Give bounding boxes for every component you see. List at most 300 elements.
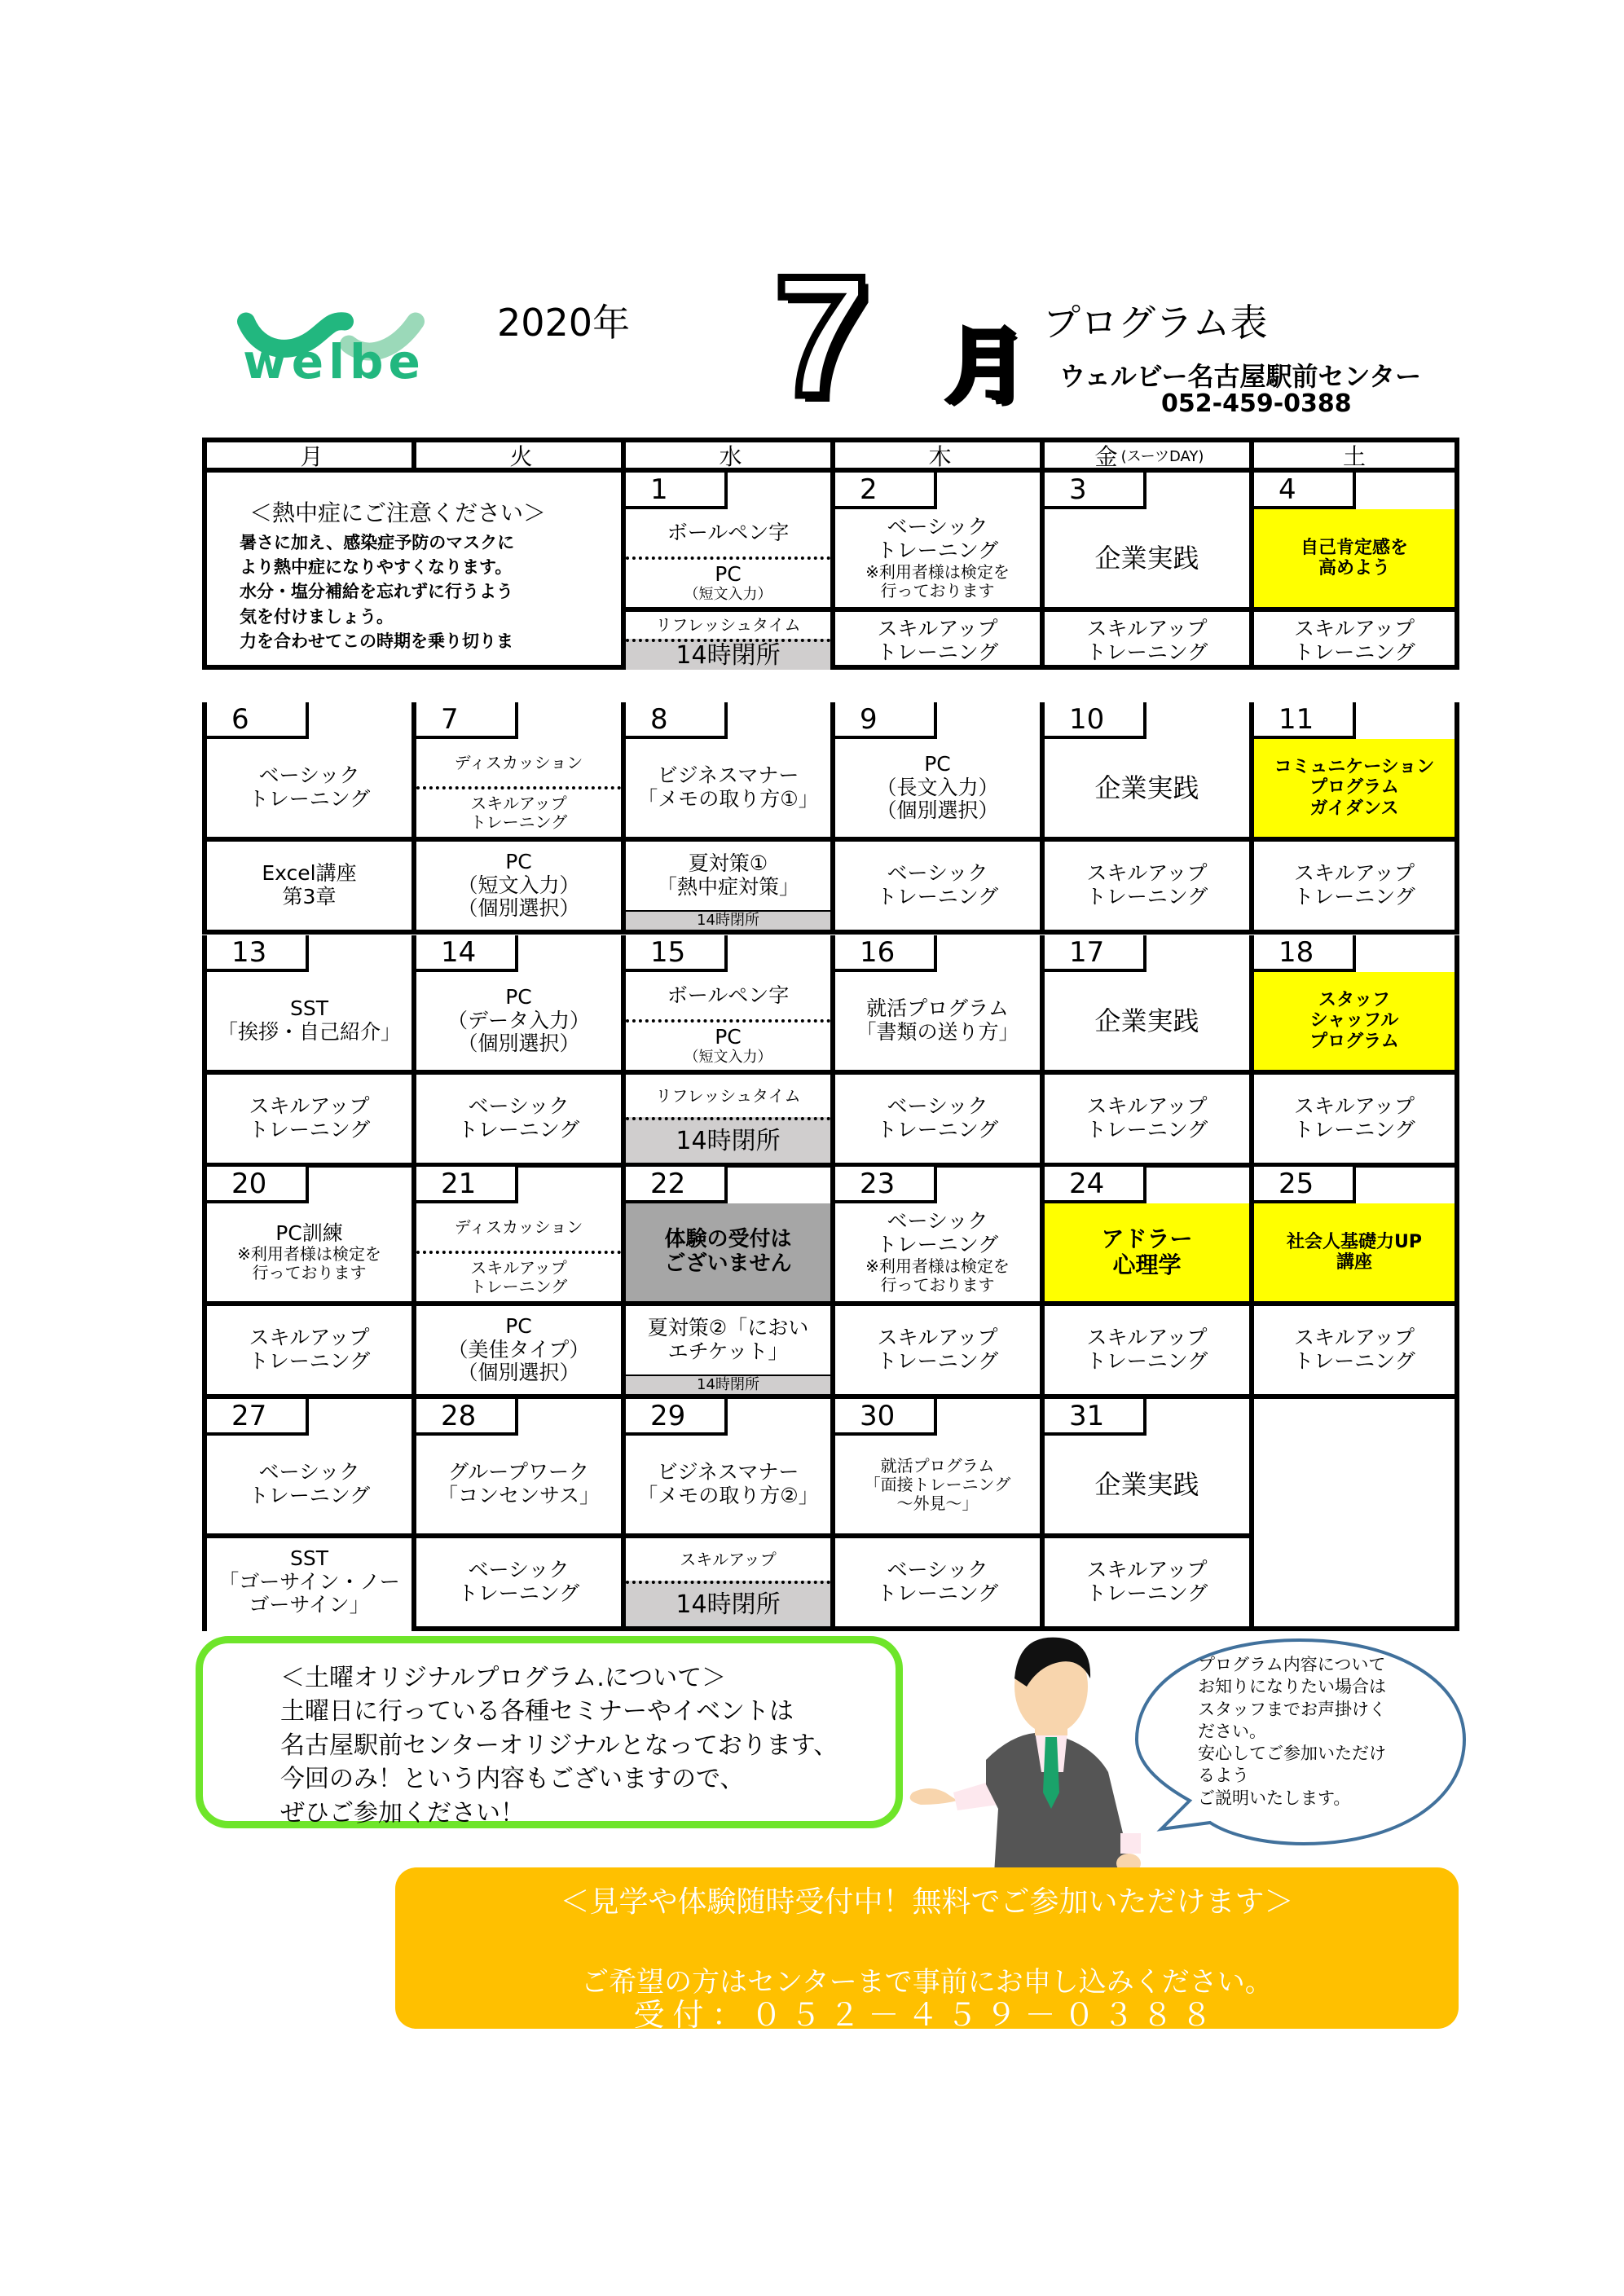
top-line: 「書類の送り方」 [856, 1020, 1019, 1044]
day-cell [621, 1167, 830, 1399]
afternoon-program [416, 837, 621, 930]
closing-time-notice [626, 639, 830, 671]
date-number: 21 [416, 1167, 518, 1203]
bottom-line: ベーシック [887, 1094, 988, 1119]
top-line: アドラー [1101, 1225, 1193, 1252]
closing-time-notice [626, 910, 830, 930]
afternoon-program [835, 1533, 1040, 1626]
top-line: トレーニング [876, 539, 999, 562]
afternoon-program [626, 607, 830, 670]
center-name: ウェルビー名古屋駅前センター [1059, 361, 1422, 392]
afternoon-program [1045, 1301, 1249, 1394]
bottom-line: トレーニング [1085, 640, 1208, 664]
top-line: 心理学 [1112, 1251, 1182, 1278]
bottom-line: 14時閉所 [676, 640, 781, 670]
bottom-line: スキルアップ [1293, 1094, 1415, 1119]
day-cell [1249, 935, 1459, 1168]
top-line: （個別選択） [457, 1031, 580, 1056]
top-line: ※利用者様は検定を [237, 1244, 381, 1265]
session-b [416, 1251, 621, 1301]
notice-line: 力を合わせてこの時期を乗り切りま [240, 631, 513, 652]
week-row [202, 935, 1459, 1168]
top-line: 行っております [252, 1263, 367, 1283]
split-session [416, 739, 621, 837]
banner-phone: 受付：０５２－４５９－０３８８ [633, 1997, 1221, 2033]
bottom-line: スキルアップ [1086, 1326, 1208, 1350]
session-b [626, 1019, 830, 1070]
date-number: 30 [835, 1399, 937, 1436]
afternoon-program [207, 1533, 412, 1626]
bottom-line: トレーニング [1293, 885, 1415, 908]
afternoon-program [626, 837, 830, 930]
bottom-line: スキルアップ [249, 1326, 370, 1350]
top-line: ディスカッション [454, 752, 583, 772]
day-cell [830, 1399, 1040, 1631]
afternoon-program [835, 837, 1040, 930]
year-label: 2020年 [497, 301, 631, 345]
day-cell [1040, 702, 1249, 935]
afternoon-program [1254, 607, 1455, 670]
day-cell [1040, 1167, 1249, 1399]
morning-program [1254, 1203, 1455, 1301]
session-a [416, 739, 621, 786]
top-line: プログラム [1309, 777, 1399, 798]
top-line: トレーニング [469, 1277, 568, 1296]
top-line: SST [289, 996, 328, 1021]
sat-box-line: ぜひご参加ください！ [280, 1798, 525, 1828]
day-cell [1249, 1167, 1459, 1399]
top-line: 自己肯定感を [1300, 537, 1408, 558]
day-cell [621, 473, 830, 670]
bottom-line: トレーニング [1085, 1349, 1208, 1373]
date-number: 29 [626, 1399, 728, 1436]
morning-program [1045, 739, 1249, 837]
top-line: スタッフ [1318, 990, 1390, 1011]
logo-text: welbe [243, 334, 425, 389]
afternoon-program [1045, 1070, 1249, 1163]
top-line: トレーニング [876, 1233, 999, 1256]
morning-program [1254, 739, 1455, 837]
afternoon-program [416, 1533, 621, 1626]
day-cell [830, 1167, 1040, 1399]
date-number: 27 [207, 1399, 309, 1436]
top-line: トレーニング [248, 787, 371, 811]
bottom-line: 第3章 [282, 885, 337, 908]
top-line: トレーニング [469, 812, 568, 832]
top-line: 企業実践 [1094, 542, 1199, 574]
afternoon-program [1254, 1070, 1455, 1163]
weekday-label: 水 [719, 442, 742, 470]
day-cell [621, 702, 830, 935]
bottom-line: トレーニング [457, 1118, 580, 1141]
top-line: ベーシック [258, 763, 360, 788]
sat-box-line: 土曜日に行っている各種セミナーやイベントは [280, 1697, 794, 1726]
top-line: 企業実践 [1094, 772, 1199, 803]
top-line: PC [505, 984, 532, 1009]
morning-program [835, 739, 1040, 837]
bottom-line: トレーニング [876, 1581, 999, 1605]
weekday-header-0 [202, 438, 416, 473]
top-line: （短文入力） [684, 1049, 772, 1067]
top-line: 就活プログラム [880, 1455, 995, 1476]
bubble-line: スタッフまでお声掛けく [1198, 1699, 1386, 1719]
morning-program [626, 972, 830, 1070]
top-line: PC [715, 1025, 742, 1049]
bubble-line: 安心してご参加いただけ [1198, 1744, 1386, 1764]
date-number: 20 [207, 1167, 309, 1203]
bottom-line: スキルアップ [1293, 616, 1415, 640]
day-cell [202, 935, 412, 1168]
date-number: 1 [626, 473, 728, 509]
bottom-line: トレーニング [1293, 640, 1415, 664]
afternoon-program [626, 1301, 830, 1394]
top-line: ～外見～」 [896, 1493, 979, 1513]
bottom-line: トレーニング [876, 640, 999, 664]
bottom-line: （短文入力） [457, 873, 580, 897]
day-cell [202, 1167, 412, 1399]
day-cell [1040, 473, 1249, 670]
morning-program [1045, 1436, 1249, 1533]
bottom-line: リフレッシュタイム [655, 1085, 801, 1106]
top-line: ディスカッション [454, 1216, 583, 1237]
morning-program [416, 972, 621, 1070]
morning-program [835, 972, 1040, 1070]
bottom-line: ゴーサイン」 [249, 1593, 370, 1617]
top-line: ※利用者様は検定を [865, 1256, 1010, 1276]
top-line: ※利用者様は検定を [865, 561, 1010, 582]
weekday-label: 火 [509, 442, 533, 470]
bottom-line: Excel講座 [262, 861, 357, 886]
staff-person-illustration-icon [896, 1630, 1157, 1874]
date-number: 4 [1254, 473, 1356, 509]
top-line: 「挨拶・自己紹介」 [217, 1020, 401, 1044]
banner-instruction: ご希望の方はセンターまで事前にお申し込みください。 [581, 1966, 1273, 1999]
center-phone: 052-459-0388 [1161, 389, 1352, 418]
top-line: ベーシック [887, 1209, 988, 1234]
day-cell [412, 702, 621, 935]
bottom-line: ベーシック [887, 861, 988, 886]
notice-line: より熱中症になりやすくなります。 [240, 557, 513, 578]
day-cell [1249, 473, 1459, 670]
bubble-line: プログラム内容について [1198, 1655, 1386, 1674]
visit-trial-banner [395, 1867, 1459, 2033]
bottom-line: トレーニング [1085, 1118, 1208, 1141]
morning-program [1045, 972, 1249, 1070]
top-line: 行っております [880, 580, 995, 600]
split-session [626, 842, 830, 930]
banner-headline: ＜見学や体験随時受付中！無料でご参加いただけます＞ [560, 1885, 1294, 1919]
weekday-label: 金 [1094, 442, 1118, 470]
afternoon-program [835, 1301, 1040, 1394]
morning-program [626, 739, 830, 837]
afternoon-program [1045, 607, 1249, 670]
sat-box-line: 今回のみ！という内容もございますので、 [280, 1765, 745, 1794]
top-line: ベーシック [258, 1460, 360, 1484]
month-number: 7 [774, 240, 869, 432]
session-b [626, 556, 830, 607]
bottom-line: 夏対策②「におい [647, 1316, 809, 1340]
bottom-line: （個別選択） [457, 896, 580, 921]
bottom-line: スキルアップ [877, 616, 998, 640]
top-line: ビジネスマナー [657, 1460, 799, 1484]
weekday-note: (スーツDAY) [1120, 447, 1204, 465]
month-kanji: 月 [945, 319, 1027, 414]
notice-title: ＜熱中症にご注意ください＞ [249, 499, 547, 526]
day-cell [830, 702, 1040, 935]
bottom-line: スキルアップ [1086, 616, 1208, 640]
morning-program [626, 1436, 830, 1533]
top-line: （データ入力） [447, 1008, 590, 1032]
top-line: ビジネスマナー [657, 763, 799, 788]
top-line: スキルアップ [470, 1258, 567, 1278]
top-line: 高めよう [1318, 558, 1390, 578]
split-session [626, 1306, 830, 1394]
date-number: 7 [416, 702, 518, 739]
bottom-line: トレーニング [1293, 1118, 1415, 1141]
bubble-line: ださい。 [1198, 1721, 1266, 1741]
session-a [626, 509, 830, 556]
top-line: トレーニング [248, 1484, 371, 1507]
bottom-line: 14時閉所 [676, 1590, 781, 1619]
top-line: ボールペン字 [667, 520, 790, 544]
date-number: 23 [835, 1167, 937, 1203]
morning-program [416, 739, 621, 837]
morning-program [1254, 509, 1455, 607]
bottom-line: スキルアップ [1293, 861, 1415, 886]
top-line: グループワーク [447, 1460, 589, 1484]
afternoon-program [626, 1070, 830, 1163]
top-line: （長文入力） [876, 775, 999, 799]
afternoon-program [835, 1070, 1040, 1163]
date-number: 9 [835, 702, 937, 739]
top-line: 社会人基礎力UP [1287, 1231, 1422, 1252]
day-cell [830, 935, 1040, 1168]
morning-program [626, 509, 830, 607]
top-line: ございません [664, 1251, 792, 1276]
week-row [202, 702, 1459, 935]
bottom-line: トレーニング [1085, 885, 1208, 908]
bottom-line: （個別選択） [457, 1361, 580, 1385]
bottom-line: スキルアップ [1086, 861, 1208, 886]
afternoon-program [207, 1301, 412, 1394]
top-line: 「メモの取り方②」 [637, 1484, 819, 1507]
day-cell [202, 702, 412, 935]
split-session [626, 972, 830, 1070]
morning-program [207, 1203, 412, 1301]
bottom-line: 「熱中症対策」 [656, 875, 799, 899]
bubble-line: ご説明いたします。 [1198, 1788, 1351, 1808]
week-row [202, 473, 1459, 702]
date-number: 10 [1045, 702, 1146, 739]
top-line: 就活プログラム [866, 996, 1009, 1021]
top-line: 体験の受付は [664, 1227, 792, 1252]
bottom-line: PC [505, 1313, 532, 1338]
bottom-line: トレーニング [248, 1118, 371, 1141]
weekday-label: 月 [300, 442, 323, 470]
morning-program [626, 1203, 830, 1301]
day-cell [412, 1167, 621, 1399]
afternoon-program [1254, 1301, 1455, 1394]
afternoon-program [416, 1070, 621, 1163]
top-line: プログラム [1309, 1031, 1399, 1052]
day-cell [1040, 935, 1249, 1168]
top-line: 企業実践 [1094, 1005, 1199, 1036]
weekday-header-1 [412, 438, 626, 473]
top-line: スキルアップ [470, 794, 567, 813]
top-line: 行っております [880, 1274, 995, 1295]
day-cell [830, 473, 1040, 670]
session-a [626, 1538, 830, 1581]
notice-line: 暑さに加え、感染症予防のマスクに [240, 532, 515, 552]
split-session [626, 509, 830, 607]
top-line: 「面接トレーニング [864, 1474, 1011, 1494]
bottom-line: トレーニング [457, 1581, 580, 1605]
top-line: ボールペン字 [667, 983, 790, 1007]
bottom-line: スキルアップ [1086, 1558, 1208, 1582]
day-cell [621, 1399, 830, 1631]
morning-program [1254, 972, 1455, 1070]
top-line: PC [715, 562, 742, 587]
session-a [416, 1203, 621, 1251]
afternoon-program [207, 837, 412, 930]
top-line: ガイダンス [1309, 798, 1399, 819]
bottom-line: スキルアップ [680, 1549, 777, 1569]
morning-program [416, 1436, 621, 1533]
date-number: 17 [1045, 935, 1146, 972]
date-number: 22 [626, 1167, 728, 1203]
day-cell [412, 935, 621, 1168]
day-cell [202, 1399, 412, 1631]
date-number: 8 [626, 702, 728, 739]
session-a [626, 1075, 830, 1117]
morning-program [835, 1203, 1040, 1301]
week-row [202, 1399, 1459, 1631]
day-cell [412, 1399, 621, 1631]
date-number: 16 [835, 935, 937, 972]
weekday-header-4 [1040, 438, 1254, 473]
date-number: 11 [1254, 702, 1356, 739]
split-session [626, 1075, 830, 1163]
bottom-line: 14時閉所 [697, 911, 759, 929]
saturday-program-info-box [196, 1636, 903, 1828]
top-line: 企業実践 [1094, 1468, 1199, 1500]
date-number: 31 [1045, 1399, 1146, 1436]
day-cell [1040, 1399, 1249, 1631]
weekday-header-2 [621, 438, 835, 473]
top-line: ベーシック [887, 515, 988, 539]
bottom-line: 14時閉所 [676, 1126, 781, 1155]
session-a [626, 972, 830, 1019]
bottom-line: リフレッシュタイム [655, 614, 801, 635]
closing-time-notice [626, 1581, 830, 1626]
bubble-line: お知りになりたい場合は [1198, 1677, 1386, 1697]
week-row [202, 1167, 1459, 1399]
morning-program [207, 1436, 412, 1533]
session-a [626, 842, 830, 910]
speech-bubble-text [1198, 1654, 1410, 1810]
date-number: 24 [1045, 1167, 1146, 1203]
date-number: 15 [626, 935, 728, 972]
top-line: シャッフル [1309, 1010, 1399, 1031]
date-number: 25 [1254, 1167, 1356, 1203]
top-line: （個別選択） [876, 798, 999, 823]
split-session [626, 612, 830, 670]
closing-time-notice [626, 1375, 830, 1394]
morning-program [835, 509, 1040, 607]
bottom-line: トレーニング [876, 1349, 999, 1373]
date-number: 2 [835, 473, 937, 509]
bottom-line: 夏対策① [688, 851, 768, 876]
session-a [626, 1306, 830, 1375]
morning-program [1045, 509, 1249, 607]
bottom-line: 14時閉所 [697, 1375, 759, 1393]
bottom-line: スキルアップ [877, 1326, 998, 1350]
page-title: プログラム表 [1043, 301, 1268, 345]
sat-box-title: ＜土曜オリジナルプログラム.について＞ [280, 1664, 727, 1692]
bubble-line: るよう [1198, 1766, 1249, 1786]
bottom-line: スキルアップ [249, 1094, 370, 1119]
afternoon-program [626, 1533, 830, 1626]
session-b [416, 786, 621, 837]
afternoon-program [1045, 1533, 1249, 1626]
weekday-label: 木 [928, 442, 952, 470]
weekday-header-5 [1249, 438, 1459, 473]
date-number: 6 [207, 702, 309, 739]
day-cell [1249, 702, 1459, 935]
bottom-line: トレーニング [876, 885, 999, 908]
sat-box-line: 名古屋駅前センターオリジナルとなっております、 [280, 1731, 838, 1760]
bottom-line: ベーシック [468, 1558, 570, 1582]
closing-time-notice [626, 1117, 830, 1163]
split-session [416, 1203, 621, 1301]
bottom-line: ベーシック [468, 1094, 570, 1119]
bottom-line: 「ゴーサイン・ノー [218, 1569, 400, 1594]
top-line: 講座 [1336, 1252, 1372, 1273]
morning-program [835, 1436, 1040, 1533]
date-number: 14 [416, 935, 518, 972]
top-line: （短文入力） [684, 586, 772, 604]
afternoon-program [1045, 837, 1249, 930]
bottom-line: スキルアップ [1293, 1326, 1415, 1350]
top-line: PC訓練 [275, 1221, 343, 1245]
bottom-line: トレーニング [1085, 1581, 1208, 1605]
date-number: 13 [207, 935, 309, 972]
morning-program [416, 1203, 621, 1301]
date-number: 28 [416, 1399, 518, 1436]
weekday-label: 土 [1342, 442, 1366, 470]
notice-line: 水分・塩分補給を忘れずに行うよう [240, 582, 513, 602]
empty-day-cell [1249, 1399, 1459, 1631]
afternoon-program [835, 607, 1040, 670]
session-a [626, 612, 830, 639]
bottom-line: ベーシック [887, 1558, 988, 1582]
bottom-line: トレーニング [1293, 1349, 1415, 1373]
calendar-table [202, 438, 1459, 1631]
afternoon-program [416, 1301, 621, 1394]
notice-line: 気を付けましょう。 [240, 606, 394, 627]
afternoon-program [207, 1070, 412, 1163]
top-line: 「コンセンサス」 [437, 1484, 600, 1507]
bottom-line: PC [505, 849, 532, 873]
morning-program [207, 739, 412, 837]
bottom-line: SST [289, 1546, 328, 1570]
bottom-line: トレーニング [248, 1349, 371, 1373]
top-line: PC [924, 751, 951, 776]
afternoon-program [1254, 837, 1455, 930]
bottom-line: エチケット」 [667, 1339, 789, 1363]
split-session [626, 1538, 830, 1626]
bottom-line: スキルアップ [1086, 1094, 1208, 1119]
